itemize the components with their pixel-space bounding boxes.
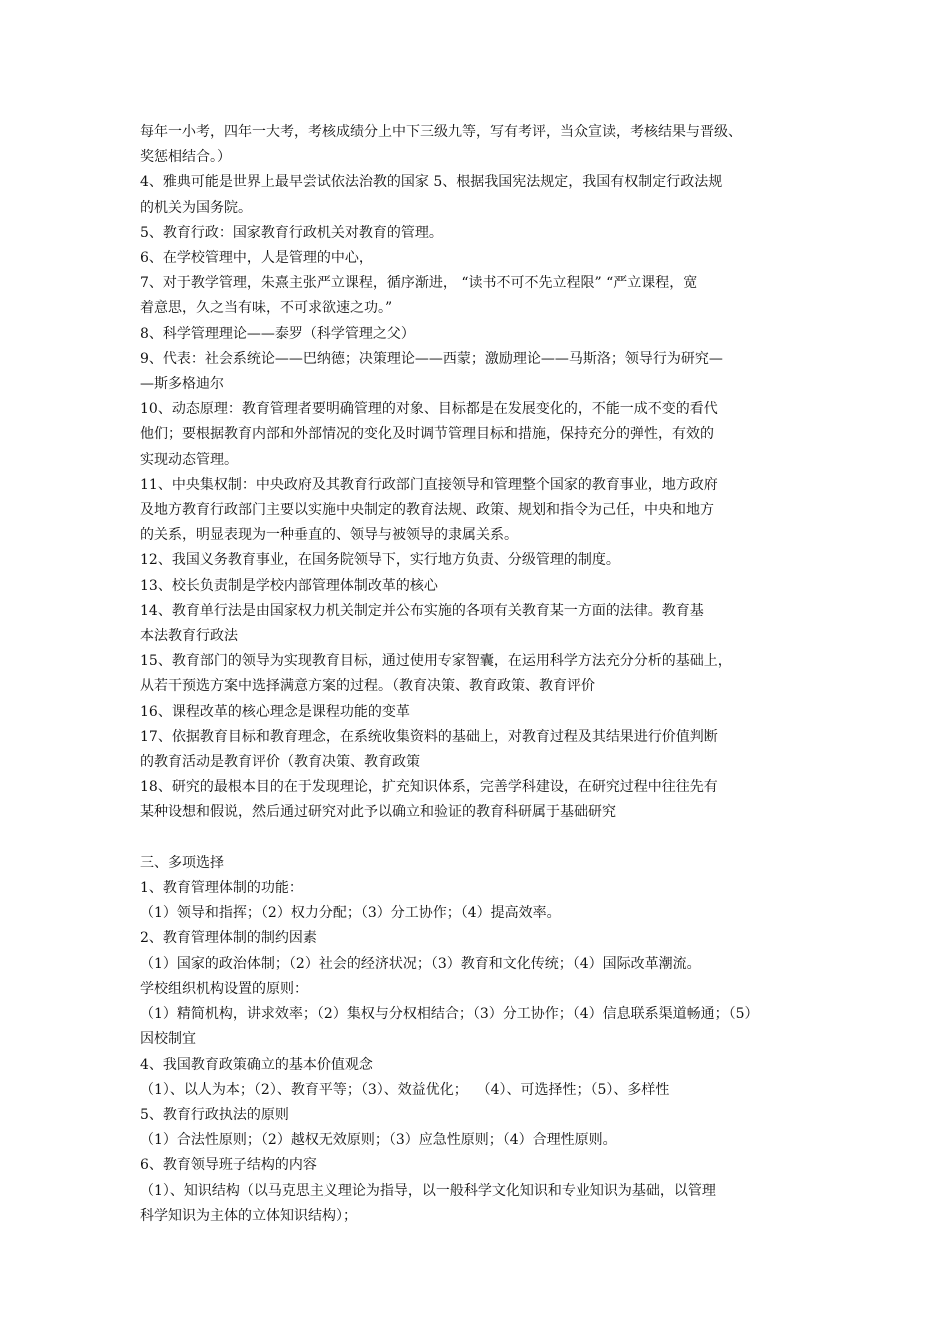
text-line: 15、教育部门的领导为实现教育目标，通过使用专家智囊，在运用科学方法充分分析的基础上， <box>140 653 732 670</box>
text-line: 某种设想和假说，然后通过研究对此予以确立和验证的教育科研属于基础研究 <box>140 804 616 821</box>
text-line: 18、研究的最根本目的在于发现理论，扩充知识体系，完善学科建设，在研究过程中往往先有 <box>140 779 718 796</box>
text-line: 7、对于教学管理，朱熹主张严立课程，循序渐进， “读书不可不先立程限” “严立课程，宽 <box>140 275 698 292</box>
text-line: 6、在学校管理中，人是管理的中心， <box>140 250 373 267</box>
text-line: 9、代表：社会系统论——巴纳德；决策理论——西蒙；激励理论——马斯洛；领导行为研究— <box>140 350 723 367</box>
text-line: （1）、知识结构（以马克思主义理论为指导，以一般科学文化知识和专业知识为基础，以管理 <box>140 1182 716 1199</box>
text-line: 13、校长负责制是学校内部管理体制改革的核心 <box>140 577 438 594</box>
text-line: 12、我国义务教育事业，在国务院领导下，实行地方负责、分级管理的制度。 <box>140 552 620 569</box>
text-line: 4、我国教育政策确立的基本价值观念 <box>140 1056 373 1073</box>
text-line: （1）合法性原则；（2）越权无效原则；（3）应急性原则；（4）合理性原则。 <box>140 1132 617 1149</box>
section-single-choice <box>140 120 820 826</box>
text-line: 从若干预选方案中选择满意方案的过程。（教育决策、教育政策、教育评价 <box>140 678 595 695</box>
text-line: 14、教育单行法是由国家权力机关制定并公布实施的各项有关教育某一方面的法律。教育基 <box>140 602 704 619</box>
text-line: （1）、以人为本；（2）、教育平等；（3）、效益优化； （4）、可选择性；（5）、多样性 <box>140 1081 670 1098</box>
section-heading: 三、多项选择 <box>140 854 224 871</box>
text-line: 科学知识为主体的立体知识结构）； <box>140 1207 357 1224</box>
text-line: 10、动态原理：教育管理者要明确管理的对象、目标都是在发展变化的，不能一成不变的看代 <box>140 401 718 418</box>
text-line: 11、中央集权制：中央政府及其教育行政部门直接领导和管理整个国家的教育事业，地方政府 <box>140 476 718 493</box>
text-line: 16、课程改革的核心理念是课程功能的变革 <box>140 703 410 720</box>
text-line: 实现动态管理。 <box>140 451 238 468</box>
text-line: 17、依据教育目标和教育理念，在系统收集资料的基础上，对教育过程及其结果进行价值判断 <box>140 728 718 745</box>
text-line: 的机关为国务院。 <box>140 199 252 216</box>
text-line: 他们；要根据教育内部和外部情况的变化及时调节管理目标和措施，保持充分的弹性，有效的 <box>140 426 714 443</box>
section-multiple-choice <box>140 851 820 1229</box>
text-line: —斯多格迪尔 <box>140 376 224 393</box>
text-line: 5、教育行政执法的原则 <box>140 1106 289 1123</box>
text-line: 5、教育行政：国家教育行政机关对教育的管理。 <box>140 224 443 241</box>
text-line: 学校组织机构设置的原则： <box>140 980 308 997</box>
paragraph-gap <box>140 826 820 851</box>
text-line: 6、教育领导班子结构的内容 <box>140 1157 317 1174</box>
text-line: 8、科学管理理论——泰罗（科学管理之父） <box>140 325 415 342</box>
text-line: 的关系，明显表现为一种垂直的、领导与被领导的隶属关系。 <box>140 527 518 544</box>
text-line: 着意思，久之当有味，不可求欲速之功。” <box>140 300 393 317</box>
text-line: 本法教育行政法 <box>140 628 238 645</box>
document-page <box>140 120 820 1229</box>
text-line: 的教育活动是教育评价（教育决策、教育政策 <box>140 754 420 771</box>
text-line: （1）领导和指挥；（2）权力分配；（3）分工协作；（4）提高效率。 <box>140 905 561 922</box>
text-line: 每年一小考，四年一大考，考核成绩分上中下三级九等，写有考评，当众宣读，考核结果与晋级、 <box>140 124 742 140</box>
text-line: 奖惩相结合。） <box>140 149 231 166</box>
text-line: 及地方教育行政部门主要以实施中央制定的教育法规、政策、规划和指令为己任，中央和地方 <box>140 502 714 519</box>
text-line: 4、雅典可能是世界上最早尝试依法治教的国家 5、根据我国宪法规定，我国有权制定行政法规 <box>140 174 723 191</box>
text-line: 因校制宜 <box>140 1031 196 1048</box>
text-line: 1、教育管理体制的功能： <box>140 880 303 897</box>
text-line: （1）精简机构，讲求效率；（2）集权与分权相结合；（3）分工协作；（4）信息联系渠道畅通；（5） <box>140 1006 759 1023</box>
text-line: （1）国家的政治体制；（2）社会的经济状况；（3）教育和文化传统；（4）国际改革潮流。 <box>140 955 701 972</box>
text-line: 2、教育管理体制的制约因素 <box>140 930 317 947</box>
